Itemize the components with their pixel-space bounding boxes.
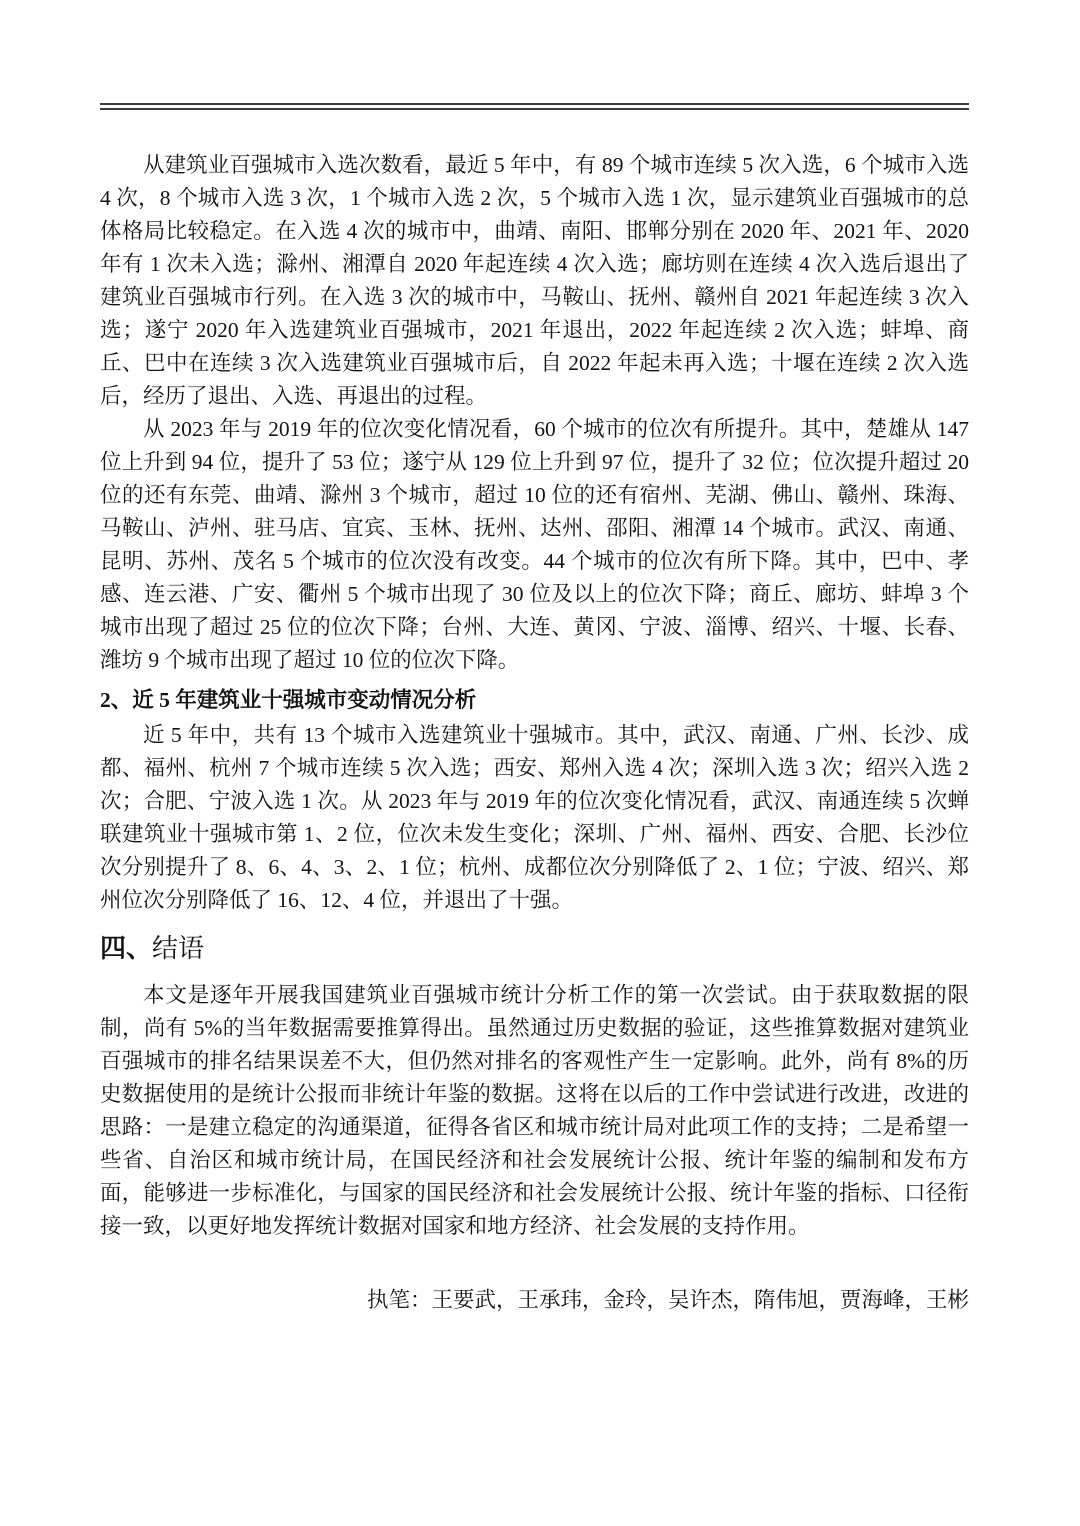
authors-signature-line: 执笔：王要武，王承玮，金玲，吴许杰，隋伟旭，贾海峰，王彬 <box>366 1288 969 1312</box>
paragraph-top10-changes: 近 5 年中，共有 13 个城市入选建筑业十强城市。其中，武汉、南通、广州、长沙、成都、福州、杭州 7 个城市连续 5 次入选；西安、郑州入选 4 次；深圳入选 3 次；绍兴入选 2 次；合肥、宁波入选 1 次。从 2023 年与 2019 年的位次变化情况看，武汉、南通连续 5 次蝉联建筑业十强城市第 1、2 位，位次未发生变化；深圳、广州、福州、西安、合肥、长沙位次分别提升了 8、6、4、3、2、1 位；杭州、成都位次分别降低了 2、1 位；宁波、绍兴、郑州位次分别降低了 16、12、4 位，并退出了十强。 <box>100 723 969 912</box>
header-divider-rule <box>100 103 969 110</box>
paragraph-conclusion: 本文是逐年开展我国建筑业百强城市统计分析工作的第一次尝试。由于获取数据的限制，尚有 5%的当年数据需要推算得出。虽然通过历史数据的验证，这些推算数据对建筑业百强城市的排名结果误差不大，但仍然对排名的客观性产生一定影响。此外，尚有 8%的历史数据使用的是统计公报而非统计年鉴的数据。这将在以后的工作中尝试进行改进，改进的思路：一是建立稳定的沟通渠道，征得各省区和城市统计局对此项工作的支持；二是希望一些省、自治区和城市统计局，在国民经济和社会发展统计公报、统计年鉴的编制和发布方面，能够进一步标准化，与国家的国民经济和社会发展统计公报、统计年鉴的指标、口径衔接一致，以更好地发挥统计数据对国家和地方经济、社会发展的支持作用。 <box>100 983 969 1238</box>
paragraph-top100-selection-counts: 从建筑业百强城市入选次数看，最近 5 年中，有 89 个城市连续 5 次入选，6 个城市入选 4 次，8 个城市入选 3 次，1 个城市入选 2 次，5 个城市入选 1 次，显示建筑业百强城市的总体格局比较稳定。在入选 4 次的城市中，曲靖、南阳、邯郸分别在 2020 年、2021 年、2020 年有 1 次未入选；滁州、湘潭自 2020 年起连续 4 次入选；廊坊则在连续 4 次入选后退出了建筑业百强城市行列。在入选 3 次的城市中，马鞍山、抚州、赣州自 2021 年起连续 3 次入选；遂宁 2020 年入选建筑业百强城市，2021 年退出，2022 年起连续 2 次入选；蚌埠、商丘、巴中在连续 3 次入选建筑业百强城市后，自 2022 年起未再入选；十堰在连续 2 次入选后，经历了退出、入选、再退出的过程。 <box>100 153 969 408</box>
heading-conclusion-number: 四、 <box>100 934 153 963</box>
document-body <box>100 149 969 1317</box>
heading-conclusion-title: 结语 <box>152 934 205 963</box>
heading-top10-section: 2、近 5 年建筑业十强城市变动情况分析 <box>100 688 477 712</box>
paragraph-top100-rank-changes: 从 2023 年与 2019 年的位次变化情况看，60 个城市的位次有所提升。其中，楚雄从 147 位上升到 94 位，提升了 53 位；遂宁从 129 位上升到 97 位，提升了 32 位；位次提升超过 20 位的还有东莞、曲靖、滁州 3 个城市，超过 10 位的还有宿州、芜湖、佛山、赣州、珠海、马鞍山、泸州、驻马店、宜宾、玉林、抚州、达州、邵阳、湘潭 14 个城市。武汉、南通、昆明、苏州、茂名 5 个城市的位次没有改变。44 个城市的位次有所下降。其中，巴中、孝感、连云港、广安、衢州 5 个城市出现了 30 位及以上的位次下降；商丘、廊坊、蚌埠 3 个城市出现了超过 25 位的位次下降；台州、大连、黄冈、宁波、淄博、绍兴、十堰、长春、潍坊 9 个城市出现了超过 10 位的位次下降。 <box>100 417 969 672</box>
heading-conclusion <box>100 929 969 969</box>
